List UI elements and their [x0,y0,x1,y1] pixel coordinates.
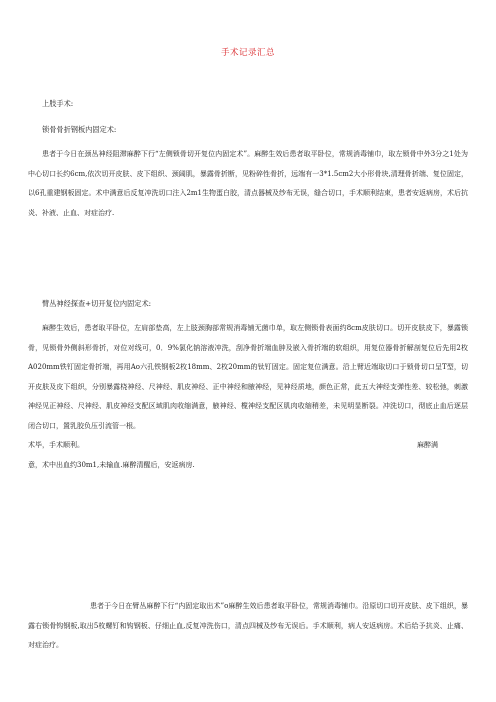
paragraph-removal [28,597,468,656]
paragraph-clavicle [28,145,468,223]
document-title: 手术记录汇总 [220,48,275,58]
section-heading-clavicle: 锁骨骨折钢板内固定术: [42,125,117,134]
brachial-end-text: 术毕，手术顺利。 [28,441,84,449]
paragraph-brachial [28,319,468,475]
paragraph-brachial-text: 麻醉生效后，患者取平卧位，左肩部垫高，左上肢颈胸部常规消毒铺无菌巾单，取左侧锁骨表面约8cm皮肤切口。切开皮肤皮下，暴露锁骨，见锁骨外侧斜形骨折，对位对线可，0．9%氯化钠溶液冲洗，刮净骨折端血肿及嵌入骨折端的软组织，用复位器骨折解剖复位后先用2枚A020mm铁钉固定骨折端，再用Ao六孔铁钢板2枚18mm、2枚20mm的钛钉固定。固定复位满意。沿上臂近端取切口于锁骨切口呈T型，切开皮肤及皮下组织，分别暴露桡神经、尺神经、肌皮神经、正中神经和腋神经，见神经质地，颜色正常，此五大神经支弹性差、较松弛，刺激神经见正神经、尺神经、肌皮神经支配区域肌肉收缩满意，腋神经、榄神经支配区肌肉收缩稍差，未见明显断裂。冲洗切口，彻底止血后逐层闭合切口，置乳胶负压引流管一根。 [28,324,468,430]
paragraph-removal-text: 患者于今日在臂丛麻醉下行“内固定取出术”o麻醉生效后患者取平卧位，常规消毒铺巾。沿原切口切开皮肤、皮下组织，暴露右锁骨钩钢板,取出5枚螺钉和钩钢板、仔细止血,反复冲洗伤口，清点四械及纱布无误后。手术顺利，病人安返病房。术后给予抗炎、止痛、对症治疗。 [28,602,468,649]
paragraph-brachial-end-line [28,436,468,456]
paragraph-clavicle-text: 患者于今日在颈丛神经阻滞麻醉下行“左侧锁骨切开复位内固定术”。麻醉生效后患者取平卧位，常规消毒铺巾，取左锁骨中外3分之1处为中心切口长约6cm,依次切开皮肤、皮下组织、颈阔肌，暴露骨折断，见粉碎性骨折，远端有一3*1.5cm2大小形骨块,清理骨折端、复位固定，以6孔重建钢板固定。术中满意后反复冲洗切口注入2m1生物蛋白胶，清点器械及纱布无误，缝合切口，手术顺利结束，患者安返病房，术后抗炎、补液、止血、对症治疗. [28,150,468,217]
brachial-end-right-text: 麻醉满 [417,441,438,449]
section-heading-upper-limb: 上肢手术: [42,99,74,108]
section-heading-brachial: 臂丛神经探查+切开复位内固定术: [42,299,152,308]
paragraph-brachial-tail: 意，术中出血约30m1,未输血.麻醉清醒后，安返病房. [28,460,195,469]
